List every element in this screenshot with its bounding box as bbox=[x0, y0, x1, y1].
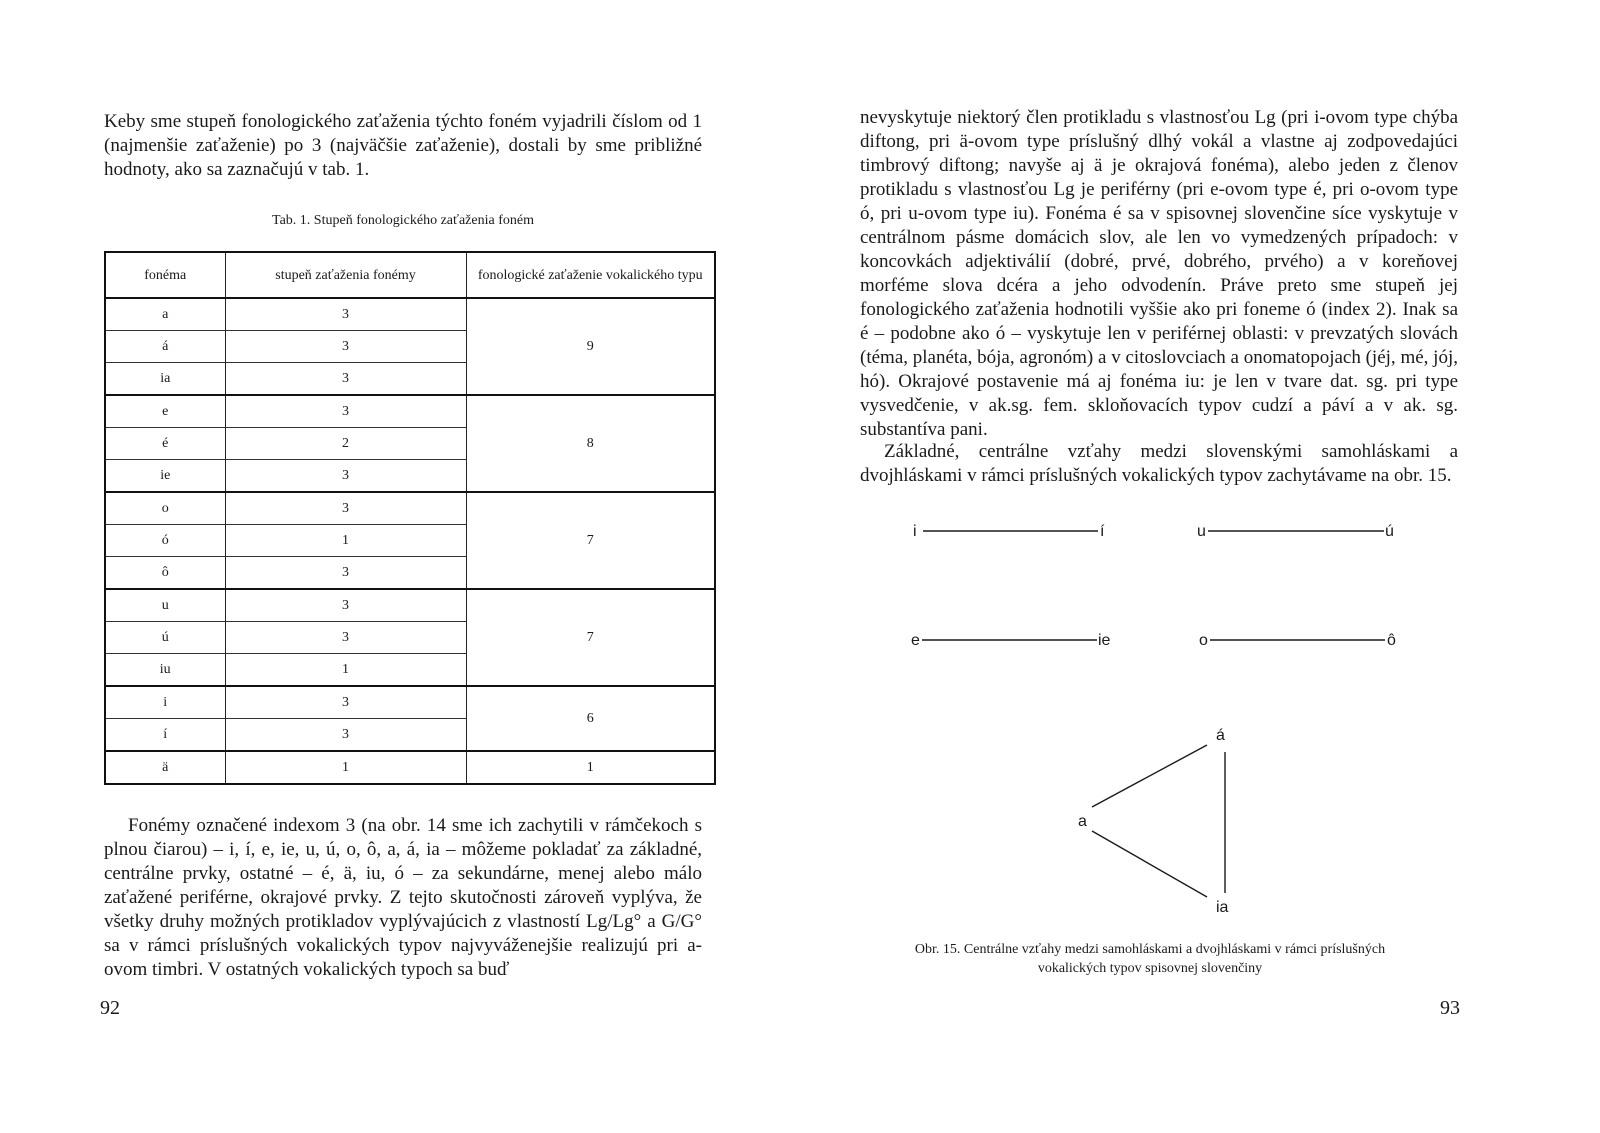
table-row bbox=[105, 589, 715, 622]
degree-cell: 1 bbox=[225, 654, 466, 687]
type-load-cell: 6 bbox=[466, 686, 715, 751]
label-i: i bbox=[913, 523, 917, 540]
phoneme-cell: ó bbox=[105, 525, 225, 557]
figure-caption: Obr. 15. Centrálne vzťahy medzi samohláskami a dvojhláskami v rámci príslušných vokalických typov spisovnej slovenčiny bbox=[914, 942, 1386, 976]
right-page bbox=[800, 0, 1600, 1133]
phoneme-cell: ä bbox=[105, 751, 225, 784]
phoneme-cell: i bbox=[105, 686, 225, 719]
phoneme-cell: é bbox=[105, 428, 225, 460]
table-row bbox=[105, 751, 715, 784]
label-o-circ: ô bbox=[1387, 632, 1396, 649]
label-ie: ie bbox=[1098, 632, 1111, 649]
table-caption: Tab. 1. Stupeň fonologického zaťaženia foném bbox=[272, 213, 534, 228]
degree-cell: 3 bbox=[225, 395, 466, 428]
label-a-long: á bbox=[1216, 727, 1225, 744]
degree-cell: 3 bbox=[225, 686, 466, 719]
phoneme-cell: ú bbox=[105, 622, 225, 654]
type-load-cell: 9 bbox=[466, 298, 715, 395]
degree-cell: 1 bbox=[225, 751, 466, 784]
degree-cell: 3 bbox=[225, 589, 466, 622]
phoneme-cell: á bbox=[105, 331, 225, 363]
intro-paragraph: Keby sme stupeň fonologického zaťaženia týchto foném vyjadrili číslom od 1 (najmenšie zaťaženie) po 3 (najväčšie zaťaženie), dostali by sme približné hodnoty, ako sa zaznačujú v tab. 1. bbox=[104, 111, 702, 180]
label-ia: ia bbox=[1216, 899, 1229, 916]
label-u: u bbox=[1197, 523, 1206, 540]
header-degree: stupeň zaťaženia foném​y bbox=[225, 252, 466, 298]
header-phoneme: foném​a bbox=[105, 252, 225, 298]
type-load-cell: 8 bbox=[466, 395, 715, 492]
degree-cell: 3 bbox=[225, 557, 466, 590]
phoneme-cell: o bbox=[105, 492, 225, 525]
label-e: e bbox=[911, 632, 920, 649]
label-a: a bbox=[1078, 813, 1087, 830]
degree-cell: 3 bbox=[225, 719, 466, 752]
phoneme-cell: e bbox=[105, 395, 225, 428]
type-load-cell: 7 bbox=[466, 492, 715, 589]
table-row bbox=[105, 492, 715, 525]
edge-a-a-long bbox=[1092, 745, 1207, 807]
label-o: o bbox=[1199, 632, 1208, 649]
header-type-load: fonologické zaťaženie vokalického typu bbox=[466, 252, 715, 298]
degree-cell: 3 bbox=[225, 460, 466, 493]
label-u-long: ú bbox=[1385, 523, 1394, 540]
degree-cell: 3 bbox=[225, 492, 466, 525]
type-load-cell: 1 bbox=[466, 751, 715, 784]
degree-cell: 3 bbox=[225, 331, 466, 363]
phoneme-cell: a bbox=[105, 298, 225, 331]
degree-cell: 3 bbox=[225, 363, 466, 396]
phoneme-load-table bbox=[104, 251, 716, 785]
table-row bbox=[105, 298, 715, 331]
paragraph-1: nevyskytuje niektorý člen protikladu s vlastnosťou Lg (pri i-ovom type chýba diftong, pri ä-ovom type príslušný dlhý vokál a vlastne aj zodpovedajúci timbrový diftong; navyše aj ä je okrajová fonéma), alebo jeden z členov protikladu s vlastnosťou Lg je periférny (pri e-ovom type é, pri o-ovom type ó, pri u-ovom type iu). Fonéma é sa v spisovnej slovenčine síce vyskytuje v centrálnom pásme domácich slov, ale len vo vymedzených prípadoch: v koncovkách adjektiválií (dobré, prvé, dobrého, prvého) a v koreňovej morféme slova dcéra a jeho odvodenín. Práve preto sme stupeň jej fonologického zaťaženia hodnotili vyššie ako pri foneme ó (index 2). Inak sa é – podobne ako ó – vyskytuje len v periférnej oblasti: v prevzatých slovách (téma, planéta, bója, agronóm) a v citoslovciach a onomatopojach (jéj, mé, jój, hó). Okrajové postavenie má aj fonéma iu: je len v tvare dat. sg. pri type vysvedčenie, v ak.sg. fem. skloňovacích typov cudzí a páví a v ak. sg. substantíva pani. bbox=[860, 107, 1458, 440]
phoneme-cell: iu bbox=[105, 654, 225, 687]
degree-cell: 3 bbox=[225, 298, 466, 331]
bottom-paragraph: Fonémy označené indexom 3 (na obr. 14 sme ich zachytili v rámčekoch s plnou čiarou) – i, í, e, ie, u, ú, o, ô, a, á, ia – môžeme pokladať za základné, centrálne prvky, ostatné – é, ä, iu, ó – za sekundárne, menej alebo málo zaťažené periférne, okrajové prvky. Z tejto skutočnosti zároveň vyplýva, že všetky druhy možných protikladov vyplývajúcich z vlastností Lg/Lg° a G/G° sa v rámci príslušných vokalických typov najvyváženejšie realizujú pri a-ovom timbri. V ostatných vokalických typoch sa buď bbox=[104, 815, 702, 980]
table-row bbox=[105, 395, 715, 428]
phoneme-cell: ô bbox=[105, 557, 225, 590]
degree-cell: 3 bbox=[225, 622, 466, 654]
phoneme-cell: í bbox=[105, 719, 225, 752]
type-load-cell: 7 bbox=[466, 589, 715, 686]
edge-a-ia bbox=[1092, 831, 1207, 897]
degree-cell: 1 bbox=[225, 525, 466, 557]
table-row bbox=[105, 686, 715, 719]
table-header-row bbox=[105, 252, 715, 298]
page-number: 93 bbox=[1440, 997, 1460, 1019]
phoneme-cell: ie bbox=[105, 460, 225, 493]
page-number: 92 bbox=[100, 997, 120, 1019]
paragraph-2: Základné, centrálne vzťahy medzi slovenskými samohláskami a dvojhláskami v rámci príslušných vokalických typov zachytávame na obr. 15. bbox=[860, 441, 1458, 486]
phoneme-cell: u bbox=[105, 589, 225, 622]
phoneme-cell: ia bbox=[105, 363, 225, 396]
label-i-long: í bbox=[1100, 523, 1105, 540]
degree-cell: 2 bbox=[225, 428, 466, 460]
